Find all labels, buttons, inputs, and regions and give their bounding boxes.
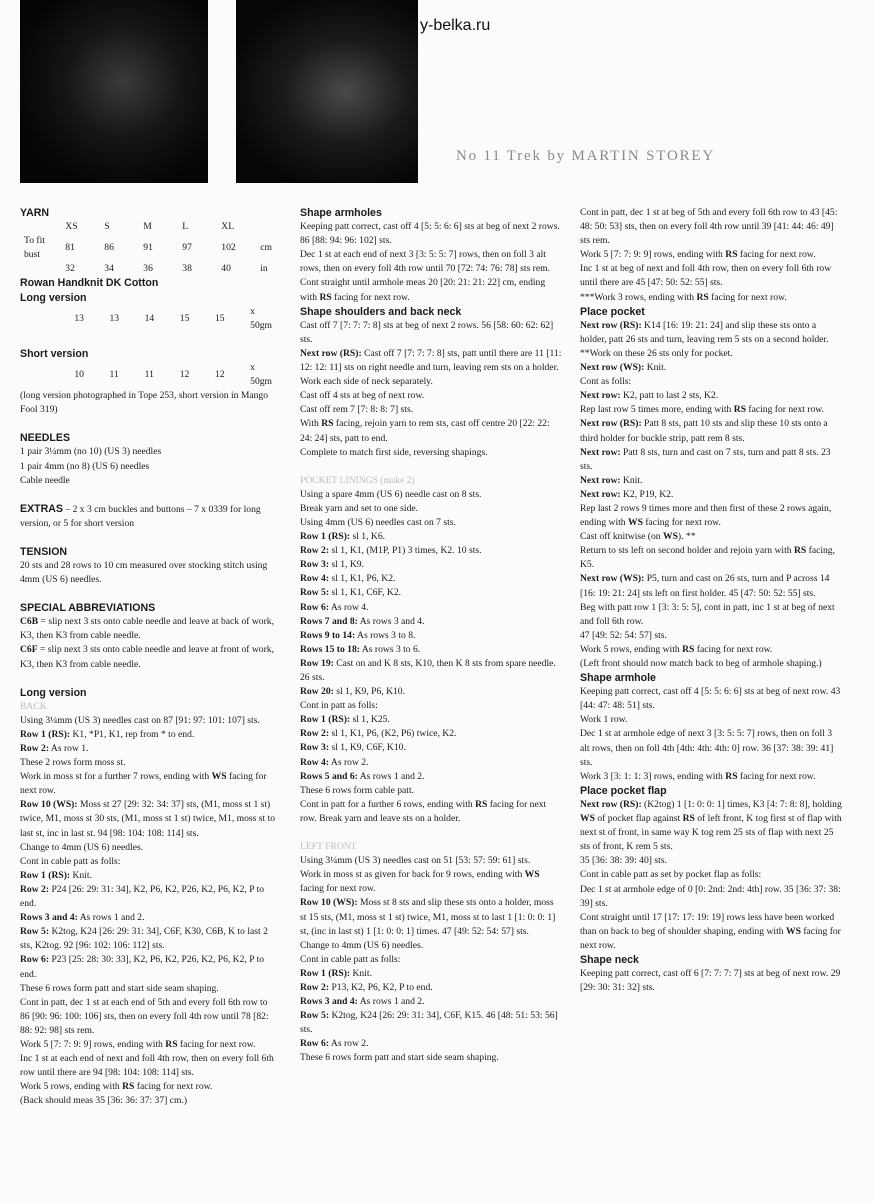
front-rows34-text: As rows 1 and 2. [357,996,425,1008]
c3-flap-label: Next row (RS): [580,798,642,810]
long-qty-table [24,305,278,333]
c3-work1: Work 1 row. [580,714,628,726]
shoulders-next-label: Next row (RS): [300,347,362,359]
c3-ws2-text: P5, turn and cast on 26 sts, turn and P across 14 [16: 19: 21: 24] sts left on first holder. 45 [47: 50: 52: 55] sts. [580,573,830,599]
c3-n3-text: Knit. [620,474,643,486]
fit-cm-l: 97 [182,242,192,254]
c3-n4-label: Next row: [580,488,621,500]
place-pocket-heading: Place pocket [580,305,645,318]
c3-flap-rs: RS [682,813,695,825]
lining-r2-label: Row 2: [300,728,330,740]
front-six: These 6 rows form patt and start side seam shaping. [300,1052,499,1064]
front-moss: Work in moss st as given for back for 9 rows, ending with [300,869,523,881]
c3-dec-edge: Dec 1 st at armhole edge of next 3 [3: 5: 5: 7] rows, then on foll 3 alt rows, then on foll 4th [4th: 4th: 4th: 0] row. 36 [37: 38: 39: 41] sts. [580,728,834,768]
armholes-text: Keeping patt correct, cast off 4 [5: 5: 6: 6] sts at beg of next 2 rows. 86 [88: 94: 96: 102] sts. [300,221,560,247]
lining-row2-label: Row 2: [300,545,330,557]
front-cont: Cont in cable patt as folls: [300,953,401,965]
short-qty-table [24,361,278,389]
lining-rows1518-text: As rows 3 to 6. [359,643,421,655]
lining-six: These 6 rows form cable patt. [300,784,415,796]
place-pocket-flap-heading: Place pocket flap [580,784,667,797]
fit-in-xs: 32 [65,263,75,275]
row10-text: Moss st 27 [29: 32: 34: 37] sts, (M1, moss st 1 st) twice, M1, moss st 30 sts, (M1, moss st 1 st) twice, M1, moss st to last st, inc in last st. 94 [98: 104: 108: 114] sts. [20,799,276,839]
cable-row6-label: Row 6: [20,954,50,966]
complete-note: Complete to match first side, reversing shapings. [300,446,488,458]
size-l: L [182,221,189,233]
front-row6-text: As row 2. [329,1038,369,1050]
shape-armholes-heading: Shape armholes [300,207,382,219]
front-row1-text: Knit. [350,967,372,979]
lining-r4-label: Row 4: [300,756,330,768]
lining-row3-label: Row 3: [300,559,330,571]
long-qty-xs: 13 [74,312,84,324]
change-needles: Change to 4mm (US 6) needles. [20,841,144,853]
c3-work3b-after: facing for next row. [737,770,816,782]
c3-flap-ws: WS [580,813,595,825]
c3-rep-after: facing for next row. [746,404,824,416]
armholes-straight: Cont straight until armhole meas 20 [20: 21: 21: 22] cm, ending with [300,277,546,303]
c6b-label: C6B [20,616,39,628]
cable-row2-text: P24 [26: 29: 31: 34], K2, P6, K2, P26, K2, P6, K2, P to end. [20,883,265,910]
lining-cont: Cont in patt as folls: [300,700,378,712]
row2-label: Row 2: [20,743,50,754]
pocket-row-text: K14 [16: 19: 21: 24] and slip these sts onto a holder, patt 26 sts and turn, leaving rem 5 sts on a second holder. [580,319,829,345]
lining-further: Cont in patt for a further 6 rows, ending with [300,798,473,810]
long-version-section-heading: Long version [20,686,87,699]
lining-row4-label: Row 4: [300,573,330,585]
c3-rep-rows-after: facing for next row. [642,517,721,529]
short-qty-xl: 12 [214,368,225,380]
cable-row6-text: P23 [25: 28: 30: 33], K2, P6, K2, P26, K2, P6, K2, P to end. [20,954,265,980]
front-change: Change to 4mm (US 6) needles. [300,939,424,951]
c3-work5-rs: RS [725,249,738,261]
fit-cm-s: 86 [104,242,114,254]
size-xs: XS [65,221,78,233]
tension-heading: TENSION [20,545,68,558]
cable-row2-label: Row 2: [20,883,50,895]
each-side: Work each side of neck separately. [300,376,433,388]
work5b-text: Work 5 rows, ending with [20,1081,120,1093]
c3-armhole-text: Keeping patt correct, cast off 4 [5: 5: 6: 6] sts at beg of next row. 43 [44: 47: 48: 51] sts. [580,686,841,712]
column-3 [580,206,842,995]
c3-work5b-after: facing for next row. [694,643,773,655]
model-photo-left [20,0,208,183]
fit-cm-xl: 102 [221,242,236,254]
left-front-heading: LEFT FRONT [300,841,357,853]
c3-sts47: 47 [49: 52: 54: 57] sts. [580,629,667,641]
long-version-heading: Long version [20,291,87,304]
c3-work3-after: facing for next row. [708,291,787,303]
lining-row20-label: Row 20: [300,686,334,698]
rejoin-2: facing, rejoin yarn to rem sts, cast off centre 20 [22: 22: 24: 24] sts, patt to end. [300,418,550,444]
lining-2: Break yarn and set to one side. [300,502,419,514]
long-qty-l: 15 [179,312,190,324]
c3-left-front-note: (Left front should now match back to beg of armhole shaping.) [580,658,822,669]
c3-rep-rs: RS [733,404,747,416]
row1-label: Row 1 (RS): [20,728,71,740]
lining-r3-label: Row 3: [300,742,330,754]
armholes-dec: Dec 1 st at each end of next 3 [3: 5: 5: 7] rows, then on foll 3 alt rows, then on every foll 4th row until 70 [72: 74: 76: 78] sts rem. [300,249,550,275]
c3-rep-rows-ws: WS [627,517,643,529]
lining-row6-text: As row 4. [329,601,369,613]
c3-cont-as: Cont as folls: [580,376,632,388]
front-row5-text: K2tog, K24 [26: 29: 31: 34], C6F, K15. 46 [48: 51: 53: 56] sts. [300,1010,558,1036]
short-qty-l: 12 [179,368,190,380]
cast-off-4: Cast off 4 sts at beg of next row. [300,390,425,402]
cable-row1-label: Row 1 (RS): [20,869,71,881]
c3-straight-after: facing for next row. [580,925,841,951]
front-row10-text: Moss st 8 sts and slip these sts onto a holder, moss st 15 sts, (M1, moss st 1 st) twice, M1, moss st to last 1 [1: 0: 0: 1] st, (inc in last st) 1 [1: 0: 0: 1] times. 47 [49: 52: 54: 57] sts. [300,897,556,937]
lining-row19-label: Row 19: [300,657,334,669]
six-rows-note: These 6 rows form patt and start side seam shaping. [20,982,219,994]
c3-rs2-text: Patt 8 sts, patt 10 sts and slip these 10 sts onto a third holder for buckle strip, patt rem 8 sts. [580,418,828,444]
lining-1: Using a spare 4mm (US 6) needle cast on 8 sts. [300,488,482,500]
c3-cont-cable: Cont in cable patt as set by pocket flap as folls: [580,869,762,881]
lining-3: Using 4mm (US 6) needles cast on 7 sts. [300,516,456,528]
work5-after: facing for next row. [177,1038,256,1050]
work5-text: Work 5 [7: 7: 9: 9] rows, ending with [20,1038,163,1050]
shoulders-text: Cast off 7 [7: 7: 7: 8] sts at beg of next 2 rows. 56 [58: 60: 62: 62] sts. [300,319,554,345]
lining-rows914-text: As rows 3 to 8. [355,629,416,641]
c3-ws2-label: Next row (WS): [580,573,645,585]
work5b-rs: RS [122,1081,135,1093]
rejoin-rs: RS [321,418,334,430]
lining-rows914-label: Rows 9 to 14: [300,629,356,641]
lining-row5-label: Row 5: [300,587,330,599]
c3-n1-text: K2, patt to last 2 sts, K2. [620,390,719,402]
size-xl: XL [221,221,235,233]
c6b-text: = slip next 3 sts onto cable needle and leave at back of work, K3, then K3 from cable needle. [20,616,274,642]
lining-row2-text: sl 1, K1, (M1P, P1) 3 times, K2. 10 sts. [329,545,482,557]
rejoin-1: With [300,418,319,430]
lining-row1-label: Row 1 (RS): [300,531,351,543]
lining-rows78-label: Rows 7 and 8: [300,615,358,627]
c3-straight: Cont straight until 17 [17: 17: 19: 19] rows less have been worked than on back to beg of shoulder shaping, ending with [580,911,835,937]
c3-work5b-rs: RS [682,643,695,655]
lining-rows56-label: Rows 5 and 6: [300,770,358,782]
short-qty-unit: x 50gm [250,361,272,388]
cable-row5-text: K2tog, K24 [26: 29: 31: 34], C6F, K30, C6B, K to last 2 sts, K2tog. 92 [96: 102: 106: 112] sts. [20,926,268,952]
lining-r1-text: sl 1, K25. [350,714,390,726]
front-ws: WS [524,869,540,881]
c3-rep-rows: Rep last 2 rows 9 times more and then first of these 2 rows again, ending with [580,502,832,529]
fit-in-xl: 40 [221,263,231,275]
lining-row3-text: sl 1, K9. [329,559,364,571]
front-row6-label: Row 6: [300,1038,330,1050]
fit-in-unit: in [260,263,268,275]
c3-n3-label: Next row: [580,474,621,486]
lining-rs: RS [475,798,488,810]
moss-note: These 2 rows form moss st. [20,757,126,769]
fit-label: To fit bust [24,235,45,261]
long-qty-m: 14 [144,312,155,324]
lining-r1-label: Row 1 (RS): [300,714,351,726]
back-cast-on: Using 3¼mm (US 3) needles cast on 87 [91: 97: 101: 107] sts. [20,714,260,726]
size-s: S [104,221,110,233]
c3-work3-rs: RS [696,291,709,303]
back-meas: (Back should meas 35 [36: 36: 37: 37] cm.) [20,1095,188,1107]
front-moss-after: facing for next row. [300,883,376,895]
dec-text: Cont in patt, dec 1 st at each end of 5th and every foll 6th row to 86 [90: 96: 100: 106] sts, then on every foll 4th row until 78 [82: 88: 92: 98] sts rem. [20,996,269,1036]
tension-text: 20 sts and 28 rows to 10 cm measured over stocking stitch using 4mm (US 6) needles. [20,559,268,586]
fit-in-s: 34 [104,263,114,275]
row2-text: As row 1. [49,743,89,754]
yarn-name: Rowan Handknit DK Cotton [20,277,159,290]
c3-straight-ws: WS [785,925,801,937]
moss-ws: WS [211,771,227,783]
c3-neck-text: Keeping patt correct, cast off 6 [7: 7: 7: 7] sts at beg of next row. 29 [29: 30: 31: 32] sts. [580,968,841,994]
cable-rows34-label: Rows 3 and 4: [20,912,78,924]
moss-ws-after: facing for next row. [20,771,267,797]
needles-line-1: 1 pair 3¼mm (no 10) (US 3) needles [20,446,162,458]
lining-row20-text: sl 1, K9, P6, K10. [333,686,406,698]
c3-n1-label: Next row: [580,390,621,402]
moss-work: Work in moss st for a further 7 rows, ending with [20,771,210,783]
c3-cast-off: Cast off knitwise (on [580,531,661,543]
front-cast-on: Using 3¼mm (US 3) needles cast on 51 [53: 57: 59: 61] sts. [300,855,531,867]
lining-rows1518-label: Rows 15 to 18: [300,643,360,655]
c3-flap-2: of pocket flap against [594,813,681,825]
extras-text: – 2 x 3 cm buckles and buttons – 7 x 0339 for long version, or 5 for short version [20,503,261,529]
c3-rs2-label: Next row (RS): [580,418,642,430]
site-watermark: y-belka.ru [420,17,491,34]
c3-return-after: facing, K5. [580,545,836,571]
lining-row4-text: sl 1, K1, P6, K2. [329,573,396,585]
lining-rows56-text: As rows 1 and 2. [357,770,425,782]
fit-cm-m: 91 [143,242,153,254]
c3-dec-arm: Dec 1 st at armhole edge of 0 [0: 2nd: 2nd: 4th] row. 35 [36: 37: 38: 39] sts. [580,883,841,909]
work5-rs: RS [165,1038,178,1050]
fit-in-l: 38 [182,263,192,275]
needles-line-2: 1 pair 4mm (no 8) (US 6) needles [20,460,150,472]
column-2 [300,206,562,1066]
inc-text: Inc 1 st at each end of next and foll 4th row, then on every foll 6th row until there are 94 [98: 104: 108: 114] sts. [20,1053,274,1079]
armholes-rs: RS [319,291,332,303]
row10-label: Row 10 (WS): [20,799,78,811]
c3-intro: Cont in patt, dec 1 st at beg of 5th and every foll 6th row to 43 [45: 48: 50: 53] sts, then on every foll 4th row until 39 [41: 44: 46: 49] sts rem. [580,207,838,247]
c3-work3b: Work 3 [3: 1: 1: 3] rows, ending with [580,770,723,782]
c3-n2-label: Next row: [580,446,621,458]
cont-cable: Cont in cable patt as folls: [20,855,121,867]
cast-off-rem: Cast off rem 7 [7: 8: 8: 7] sts. [300,404,414,416]
front-row1-label: Row 1 (RS): [300,967,351,979]
c3-return: Return to sts left on second holder and rejoin yarn with [580,545,792,557]
c6f-label: C6F [20,644,38,656]
c3-inc: Inc 1 st at beg of next and foll 4th row, then on every foll 6th row until there are 45 [47: 50: 52: 55] sts. [580,263,832,289]
front-row2-label: Row 2: [300,981,330,993]
pocket-linings-heading: POCKET LININGS (make 2) [300,474,415,486]
front-row2-text: P13, K2, P6, K2, P to end. [329,981,433,993]
front-row10-label: Row 10 (WS): [300,897,358,909]
fit-cm-unit: cm [260,242,272,254]
yarn-table [24,220,278,276]
work5b-after: facing for next row. [134,1081,213,1093]
long-qty-s: 13 [109,312,120,324]
lining-row6-label: Row 6: [300,601,330,613]
c3-work5: Work 5 [7: 7: 9: 9] rows, ending with [580,249,723,261]
fit-cm-xs: 81 [65,242,75,254]
pattern-title: No 11 Trek by MARTIN STOREY [456,148,715,164]
c3-rep-last: Rep last row 5 times more, ending with [580,404,732,416]
armholes-after: facing for next row. [331,291,410,303]
c3-work3b-rs: RS [725,770,738,782]
shape-shoulders-heading: Shape shoulders and back neck [300,305,462,318]
c3-beg-patt: Beg with patt row 1 [3: 3: 5: 5], cont in patt, inc 1 st at beg of next and foll 6th row. [580,601,835,627]
pocket-row-label: Next row (RS): [580,319,642,331]
c3-sts35: 35 [36: 38: 39: 40] sts. [580,855,667,867]
c3-n4-text: K2, P19, K2. [620,488,674,500]
c3-work5-after: facing for next row. [737,249,816,261]
c3-cast-off-ws: WS [662,531,678,543]
size-m: M [143,221,152,233]
c6f-text: = slip next 3 sts onto cable needle and leave at front of work, K3, then K3 from cable needle. [20,644,274,670]
cable-row5-label: Row 5: [20,926,50,938]
c3-work5b: Work 5 rows, ending with [580,643,680,655]
cable-rows34-text: As rows 1 and 2. [77,912,145,924]
pocket-work: **Work on these 26 sts only for pocket. [580,347,733,359]
shoulders-next-text: Cast off 7 [7: 7: 7: 8] sts, patt until there are 11 [11: 12: 12: 11] sts on right needle and turn, leaving rem sts on a holder. [300,347,562,374]
short-version-note: (long version photographed in Tope 253, short version in Mango Fool 319) [20,390,269,416]
short-qty-s: 11 [109,368,119,380]
lining-r3-text: sl 1, K9, C6F, K10. [329,742,406,754]
short-qty-m: 11 [144,368,154,380]
back-heading: BACK [20,700,47,712]
lining-rows78-text: As rows 3 and 4. [357,615,425,627]
lining-row19-text: Cast on and K 8 sts, K10, then K 8 sts from spare needle. 26 sts. [300,657,556,683]
lining-further-after: facing for next row. Break yarn and leave sts on a holder. [300,798,547,824]
c3-return-rs: RS [793,545,807,557]
extras-heading: EXTRAS [20,502,63,515]
row1-text: K1, *P1, K1, rep from * to end. [70,728,195,740]
needles-heading: NEEDLES [20,432,71,445]
short-qty-xs: 10 [74,368,84,380]
lining-r4-text: As row 2. [329,756,369,768]
c3-work3: ***Work 3 rows, ending with [580,291,695,303]
front-rows34-label: Rows 3 and 4: [300,996,358,1008]
short-version-heading: Short version [20,347,89,360]
model-photo-right [236,0,418,183]
long-qty-unit: x 50gm [250,305,272,331]
c3-cast-off-after: ). ** [677,531,696,543]
needles-line-3: Cable needle [20,474,70,486]
fit-in-m: 36 [143,263,153,275]
c3-flap-1: (K2tog) 1 [1: 0: 0: 1] times, K3 [4: 7: 8: 8], holding [641,798,842,810]
c3-n2-text: Patt 8 sts, turn and cast on 7 sts, turn and patt 8 sts. 23 sts. [580,446,831,472]
yarn-heading: YARN [20,207,50,219]
column-1 [20,206,278,1108]
shape-neck-heading: Shape neck [580,953,639,966]
lining-row1-text: sl 1, K6. [350,531,386,543]
shape-armhole-heading: Shape armhole [580,672,656,685]
abbreviations-heading: SPECIAL ABBREVIATIONS [20,602,156,615]
lining-r2-text: sl 1, K1, P6, (K2, P6) twice, K2. [329,728,457,740]
front-row5-label: Row 5: [300,1010,330,1022]
long-qty-xl: 15 [214,312,225,324]
c3-flap-3: of left front, K tog first st of flap with next st of front, in same way K tog rem 25 sts of flap with next 25 sts of front, K rem 5 sts. [580,813,842,853]
cable-row1-text: Knit. [70,869,92,881]
c3-ws-label: Next row (WS): [580,362,645,374]
c3-ws-text: Knit. [644,362,667,374]
lining-row5-text: sl 1, K1, C6F, K2. [329,587,402,599]
